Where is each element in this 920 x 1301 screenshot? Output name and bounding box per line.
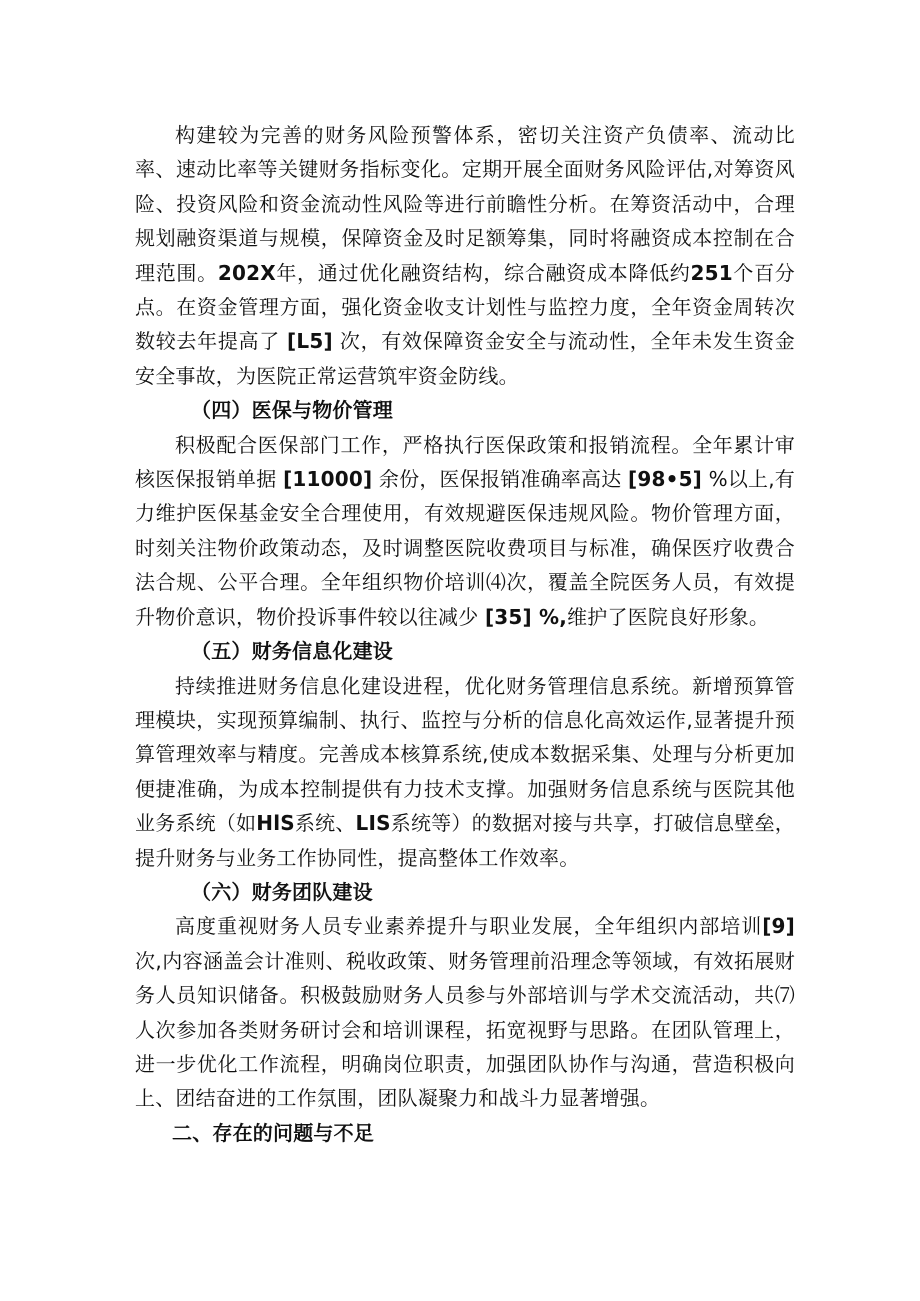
highlight-value: %, (531, 604, 568, 629)
paragraph-text: 构建较为完善的财务风险预警体系，密切关注资产负债率、流动比率、速动比率等关键财务指标变化。定期开展全面财务风险评估,对筹资风险、投资风险和资金流动性风险等进行前瞻性分析。在筹资活动中，合理规划融资渠道与规模，保障资金及时足额筹集，同时将融资成本控制在合理范围。 (135, 123, 795, 285)
paragraph-text: 高度重视财务人员专业素养提升与职业发展，全年组织内部培训 (175, 914, 763, 939)
paragraph-text: %以上,有力维护医保基金安全合理使用，有效规避医保违规风险。物价管理方面，时刻关注物价政策动态，及时调整医院收费项目与标准，确保医疗收费合法合规、公平合理。全年组织物价培训⑷次，覆盖全院医务人员，有效提升物价意识，物价投诉事件较以往减少 (135, 467, 796, 629)
paragraph-text: 次，有效保障资金安全与流动性，全年未发生资金安全事故，为医院正常运营筑牢资金防线。 (135, 329, 795, 388)
subsection-heading: （五）财务信息化建设 (191, 639, 393, 664)
highlight-value: 251 (690, 260, 733, 285)
highlight-value: [35] (484, 604, 532, 629)
highlight-value: [11000] (283, 467, 373, 492)
highlight-value: [9] (762, 914, 795, 939)
document-body (135, 118, 795, 1150)
body-paragraph (135, 909, 795, 1115)
paragraph-text: 维护了医院良好形象。 (567, 604, 770, 629)
paragraph-text: 系统等）的数据对接与共享，打破信息壁垒，提升财务与业务工作协同性，提高整体工作效率。 (135, 811, 795, 870)
section-heading: 二、存在的问题与不足 (172, 1120, 374, 1145)
highlight-value: LIS (355, 811, 391, 836)
subsection-heading: （六）财务团队建设 (191, 879, 373, 904)
highlight-value: [L5] (287, 329, 333, 354)
paragraph-text: 系统、 (294, 811, 356, 836)
highlight-value: HlS (256, 811, 295, 836)
subsection-heading: （四）医保与物价管理 (191, 398, 393, 423)
body-paragraph (135, 428, 795, 634)
body-paragraph (135, 118, 795, 393)
paragraph-text: 持续推进财务信息化建设进程，优化财务管理信息系统。新增预算管理模块，实现预算编制、执行、监控与分析的信息化高效运作,显著提升预算管理效率与精度。完善成本核算系统,使成本数据采集、处理与分析更加便捷准确，为成本控制提供有力技术支撑。加强财务信息系统与医院其他业务系统（如 (135, 673, 795, 836)
paragraph-text: 次,内容涵盖会计准则、税收政策、财务管理前沿理念等领域，有效拓展财务人员知识储备。积极鼓励财务人员参与外部培训与学术交流活动，共⑺人次参加各类财务研讨会和培训课程，拓宽视野与思路。在团队管理上，进一步优化工作流程，明确岗位职责，加强团队协作与沟通，营造积极向上、团结奋进的工作氛围，团队凝聚力和战斗力显著增强。 (135, 948, 795, 1111)
paragraph-text: 年，通过优化融资结构，综合融资成本降低约 (275, 260, 691, 285)
paragraph-text: 个百分点。在资金管理方面，强化资金收支计划性与监控力度，全年资金周转次数较去年提高了 (135, 260, 795, 354)
highlight-value: 202X (217, 260, 276, 285)
paragraph-text: 余份，医保报销准确率高达 (372, 467, 629, 492)
paragraph-text: 积极配合医保部门工作，严格执行医保政策和报销流程。全年累计审核医保报销单据 (135, 432, 795, 492)
highlight-value: [98•5] (628, 467, 703, 492)
body-paragraph (135, 669, 795, 875)
